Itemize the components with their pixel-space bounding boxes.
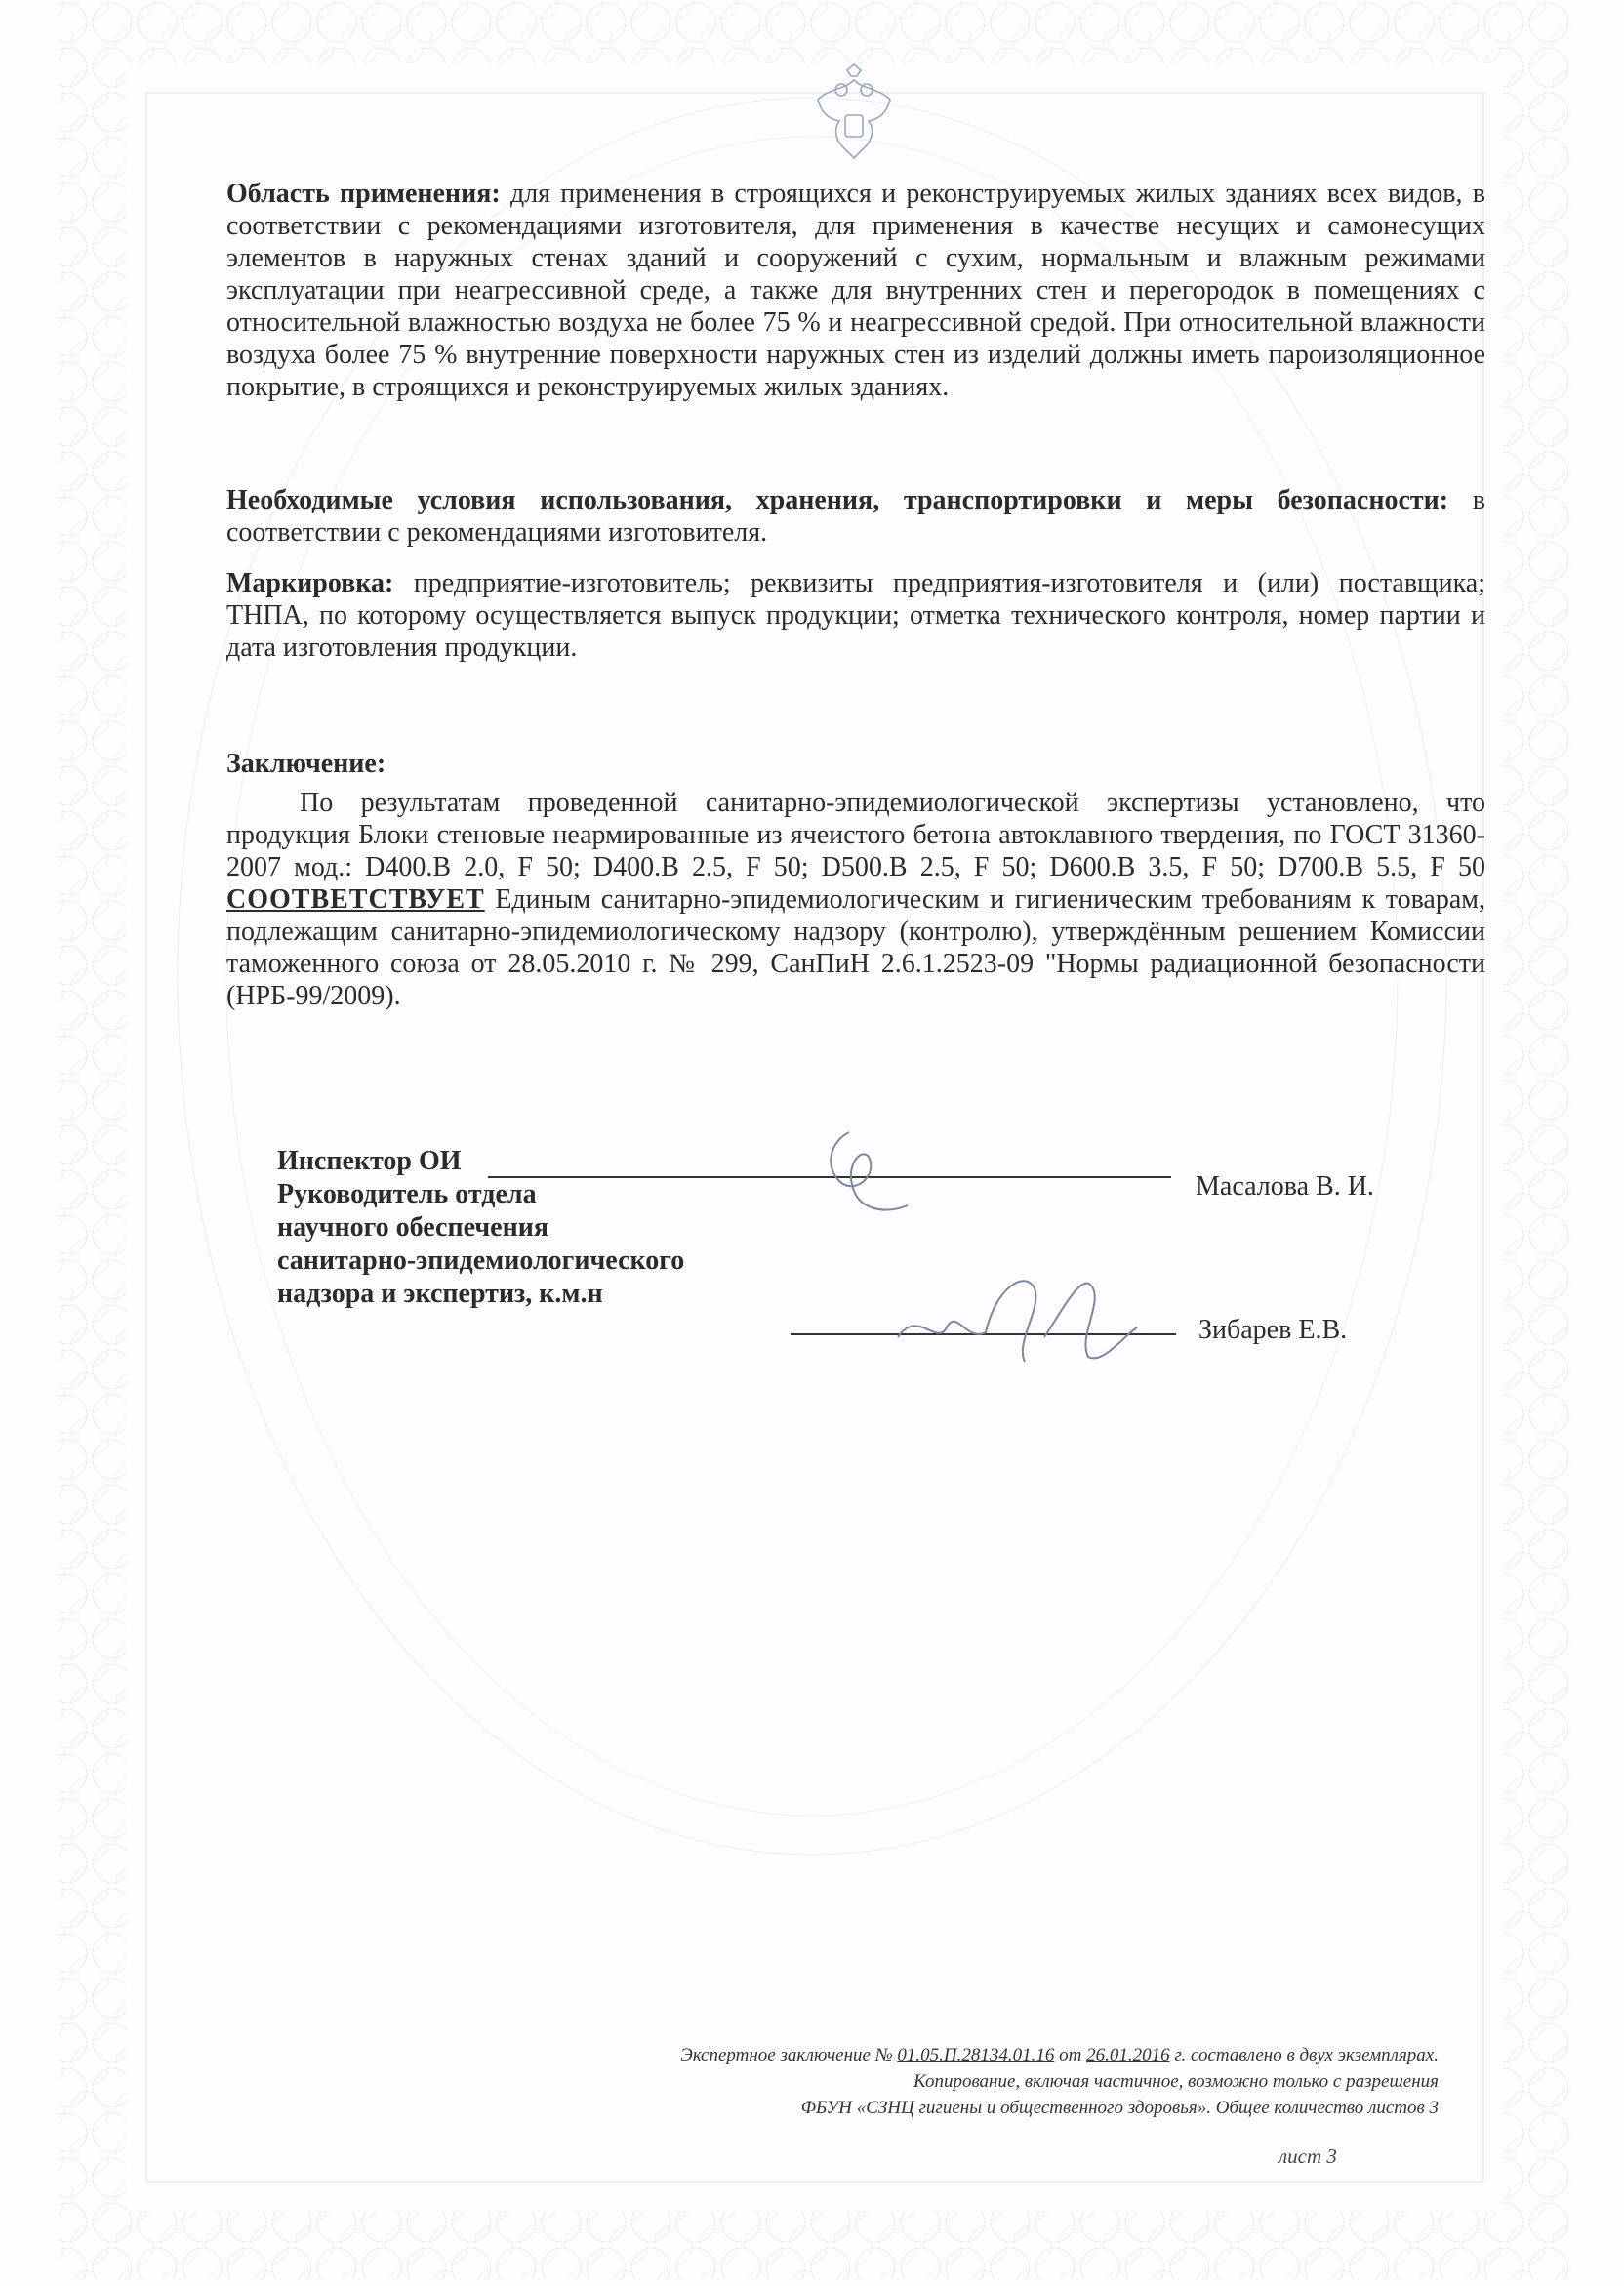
conclusion-heading: Заключение: — [226, 749, 386, 779]
conclusion-text-after: Единым санитарно-эпидемиологическим и гигиеническим требованиям к товарам, подлежащим санитарно-эпидемиологическому надзору (контролю), утверждённым решением Комиссии таможенного союза от 28.05.2010 г. № 299, СанПиН 2.6.1.2523-09 "Нормы радиационной безопасности (НРБ-99/2009). — [226, 884, 1485, 1011]
head-title-line-2: научного обеспечения — [277, 1212, 548, 1243]
footer-suffix: г. составлено в двух экземплярах. — [1174, 2045, 1439, 2065]
footer-doc-number: 01.05.П.28134.01.16 — [897, 2045, 1055, 2065]
sheet-number: лист 3 — [1279, 2144, 1337, 2168]
head-title-line-3: санитарно-эпидемиологического — [277, 1245, 685, 1276]
head-name: Зибарев Е.В. — [1198, 1315, 1348, 1345]
head-handwritten-signature — [878, 1249, 1152, 1376]
scope-label: Область применения: — [226, 179, 501, 209]
marking-text: предприятие-изготовитель; реквизиты предприятия-изготовителя и (или) поставщика; ТНПА, по которому осуществляется выпуск продукции; отметка технического контроля, номер партии и дата изготовления продукции. — [226, 568, 1485, 663]
marking-section — [226, 567, 1485, 664]
double-headed-eagle-emblem-icon — [800, 61, 908, 178]
footer-mid: от — [1059, 2045, 1082, 2065]
inspector-name: Масалова В. И. — [1196, 1171, 1374, 1202]
scope-text: для применения в строящихся и реконструируемых жилых зданиях всех видов, в соответствии с рекомендациями изготовителя, для применения в качестве несущих и самонесущих элементов в наружных стенах зданий и сооружений с сухим, нормальным и влажным режимами эксплуатации при неагрессивной среде, а также для внутренних стен и перегородок в помещениях с относительной влажностью воздуха не более 75 % и неагрессивной средой. При относительной влажности воздуха более 75 % внутренние поверхности наружных стен из изделий должны иметь пароизоляционное покрытие, в строящихся и реконструируемых жилых зданиях. — [226, 179, 1486, 402]
scope-section — [226, 178, 1485, 403]
conditions-text: в соответствии с рекомендациями изготовителя. — [226, 485, 1486, 548]
conclusion-verdict: СООТВЕТСТВУЕТ — [226, 884, 485, 915]
footer-line-1 — [365, 2042, 1439, 2068]
marking-label: Маркировка: — [226, 568, 394, 598]
conditions-label: Необходимые условия использования, хранения, транспортировки и меры безопасности: — [226, 485, 1449, 515]
footer-prefix: Экспертное заключение № — [680, 2045, 893, 2065]
footer-doc-date: 26.01.2016 — [1086, 2045, 1170, 2065]
head-title-line-4: надзора и экспертиз, к.м.н — [277, 1279, 603, 1309]
inspector-handwritten-signature — [810, 1123, 937, 1230]
head-title-line-1: Руководитель отдела — [277, 1179, 537, 1209]
inspector-title: Инспектор ОИ — [277, 1146, 462, 1176]
conditions-section — [226, 484, 1485, 549]
conclusion-text-before: По результатам проведенной санитарно-эпидемиологической экспертизы установлено, что продукция Блоки стеновые неармированные из ячеистого бетона автоклавного твердения, по ГОСТ 31360-2007 мод.: D400.В 2.0, F 50; D400.В 2.5, F 50; D500.В 2.5, F 50; D600.В 3.5, F 50; D700.В 5.5, F 50 — [226, 788, 1485, 882]
signatures-titles — [277, 1145, 785, 1311]
footer-notice — [365, 2042, 1439, 2121]
footer-line-3: ФБУН «СЗНЦ гигиены и общественного здоровья». Общее количество листов 3 — [800, 2098, 1439, 2118]
footer-line-2: Копирование, включая частичное, возможно только с разрешения — [914, 2071, 1439, 2092]
conclusion-section — [226, 787, 1485, 1012]
